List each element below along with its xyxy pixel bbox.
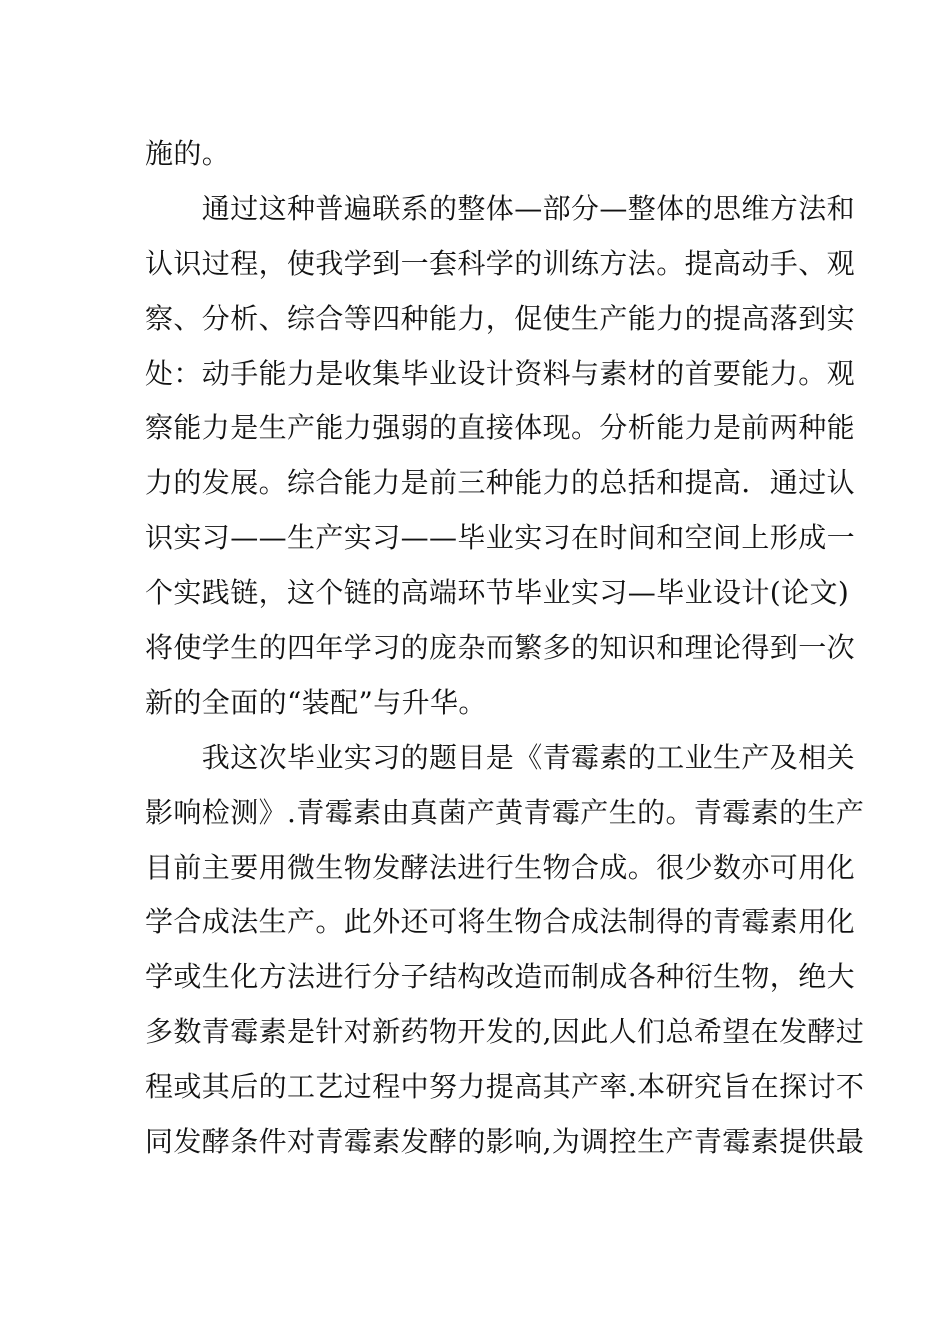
text-line: 通过这种普遍联系的整体—部分—整体的思维方法和 xyxy=(145,191,856,225)
text-line: 多数青霉素是针对新药物开发的,因此人们总希望在发酵过 xyxy=(145,1015,865,1049)
text-line: 将使学生的四年学习的庞杂而繁多的知识和理论得到一次 xyxy=(145,631,856,665)
body-text xyxy=(145,127,865,1170)
text-line: 处：动手能力是收集毕业设计资料与素材的首要能力。观 xyxy=(145,356,856,390)
text-line: 施的。 xyxy=(145,137,231,170)
text-line: 察能力是生产能力强弱的直接体现。分析能力是前两种能 xyxy=(145,411,856,445)
text-line: 程或其后的工艺过程中努力提高其产率.本研究旨在探讨不 xyxy=(145,1070,865,1104)
text-line: 学合成法生产。此外还可将生物合成法制得的青霉素用化 xyxy=(145,905,856,939)
text-line: 目前主要用微生物发酵法进行生物合成。很少数亦可用化 xyxy=(145,850,856,884)
text-line: 察、分析、综合等四种能力，促使生产能力的提高落到实 xyxy=(145,301,856,335)
text-line: 认识过程，使我学到一套科学的训练方法。提高动手、观 xyxy=(145,246,856,280)
text-line: 新的全面的“装配”与升华。 xyxy=(145,685,487,719)
text-line: 学或生化方法进行分子结构改造而制成各种衍生物，绝大 xyxy=(145,960,856,994)
text-line: 同发酵条件对青霉素发酵的影响,为调控生产青霉素提供最 xyxy=(145,1125,865,1159)
text-line: 我这次毕业实习的题目是《青霉素的工业生产及相关 xyxy=(145,740,856,774)
text-line: 个实践链，这个链的高端环节毕业实习—毕业设计(论文) xyxy=(145,576,850,610)
text-line: 识实习——生产实习——毕业实习在时间和空间上形成一 xyxy=(145,521,856,555)
text-line: 力的发展。综合能力是前三种能力的总括和提高．通过认 xyxy=(145,466,856,500)
text-line: 影响检测》.青霉素由真菌产黄青霉产生的。青霉素的生产 xyxy=(145,795,865,829)
